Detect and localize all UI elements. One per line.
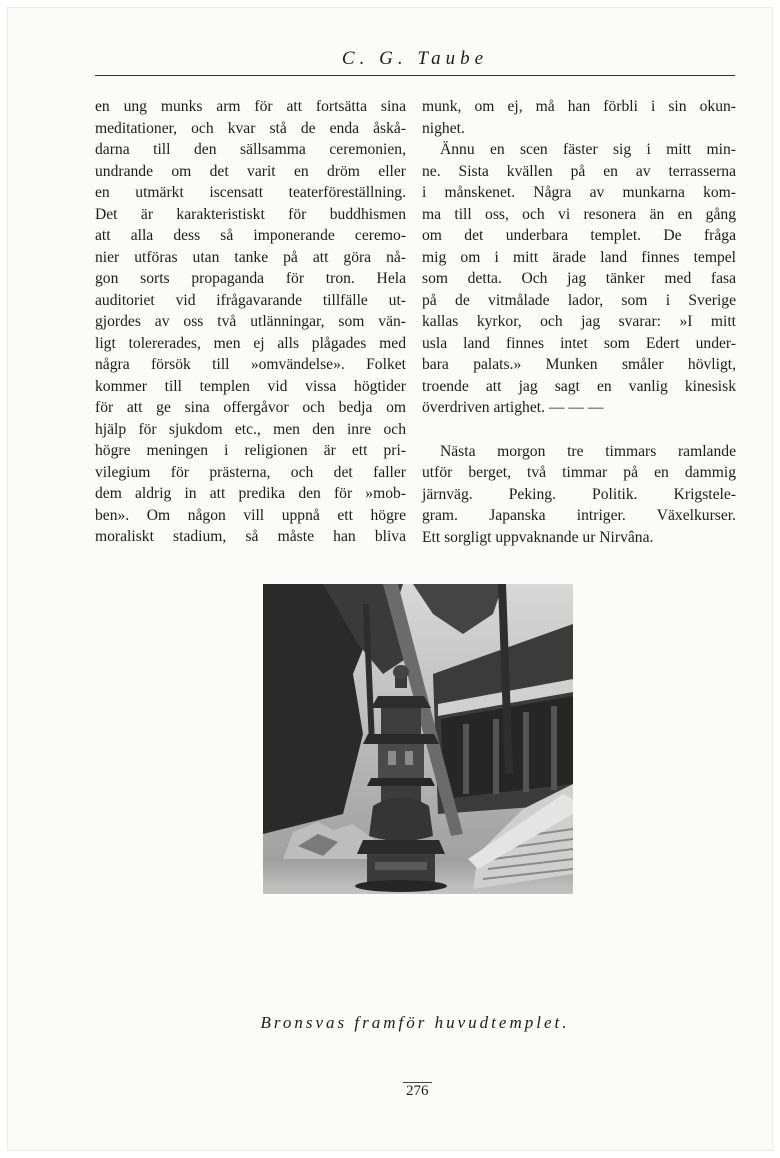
text-line: hjälp för sjukdom etc., men den inre och: [95, 420, 406, 438]
text-line: Det är karakteristiskt för buddhismen: [95, 205, 406, 223]
text-line: bara palats.» Munken småler hövligt,: [422, 356, 736, 373]
text-line: kallas kyrkor, och jag svarar: »I mitt: [422, 313, 736, 330]
text-line: en utmärkt iscensatt teaterföreställning.: [95, 184, 406, 201]
text-line: på de vitmålade lador, som i Sverige: [422, 291, 736, 309]
text-line: att alla dess så imponerande ceremo-: [95, 227, 406, 244]
text-line: darna till den sällsamma ceremonien,: [95, 141, 406, 158]
running-header: C. G. Taube: [341, 48, 489, 69]
text-line: för att ge sina offergåvor och bedja om: [95, 399, 406, 416]
text-line: om det underbara templet. De fråga: [422, 227, 736, 244]
text-line: ne. Sista kvällen på en av terrasserna: [422, 162, 736, 180]
text-line: munk, om ej, må han förbli i sin okun-: [422, 98, 736, 115]
bronze-vase-photo: [263, 584, 573, 894]
text-line: meditationer, och kvar stå de enda åskå-: [95, 119, 406, 137]
header-rule: [95, 75, 735, 76]
text-line: utför berget, två timmar på en dammig: [422, 464, 736, 481]
page: [8, 8, 772, 1150]
text-line: några försök till »omvändelse». Folket: [95, 356, 406, 373]
page-number: 276: [403, 1082, 432, 1100]
figure-caption: Bronsvas framför huvudtemplet.: [260, 1013, 570, 1032]
text-line: gon sorts propaganda för tron. Hela: [95, 270, 406, 287]
text-line: överdriven artighet. — — —: [422, 399, 604, 416]
text-line: moraliskt stadium, så måste han bliva: [95, 528, 406, 545]
text-line: undrande om det varit en dröm eller: [95, 162, 406, 180]
text-line: i månskenet. Några av munkarna kom-: [422, 184, 736, 201]
text-line: Nästa morgon tre timmars ramlande: [440, 442, 736, 460]
text-line: dem aldrig in att predika den för »mob-: [95, 485, 406, 502]
text-column-left: [95, 96, 406, 548]
text-line: gjordes av oss två utlänningar, som vän-: [95, 313, 406, 330]
text-line: kommer till templen vid vissa högtider: [95, 377, 406, 395]
text-line: nighet.: [422, 119, 465, 137]
text-line: gram. Japanska intriger. Växelkurser.: [422, 507, 736, 524]
photo-illustration: [263, 584, 573, 894]
text-line: en ung munks arm för att fortsätta sina: [95, 98, 406, 115]
text-line: usla land finnes intet som Edert under-: [422, 334, 736, 352]
text-line: högre meningen i religionen är ett pri-: [95, 442, 406, 459]
text-line: Ett sorgligt uppvaknande ur Nirvâna.: [422, 528, 654, 546]
text-line: auditoriet vid ifrågavarande tillfälle ut-: [95, 291, 406, 309]
text-line: ma till oss, och vi resonera än en gång: [422, 205, 736, 223]
text-column-right: [422, 96, 736, 548]
text-line: ben». Om någon vill uppnå ett högre: [95, 506, 406, 524]
text-line: vilegium för prästerna, och det faller: [95, 463, 406, 481]
text-line: som detta. Och jag tänker med fasa: [422, 270, 736, 287]
text-line: ligt tolererades, men ej alls plågades med: [95, 334, 406, 352]
text-line: Ännu en scen fäster sig i mitt min-: [440, 141, 736, 158]
text-line: troende att jag sagt en vanlig kinesisk: [422, 377, 736, 395]
text-line: nier utföras utan tanke på att göra nå-: [95, 248, 406, 266]
text-line: järnväg. Peking. Politik. Krigstele-: [422, 485, 736, 503]
text-line: mig om i mitt ärade land finnes tempel: [422, 248, 736, 266]
paragraph-gap: [422, 419, 736, 441]
